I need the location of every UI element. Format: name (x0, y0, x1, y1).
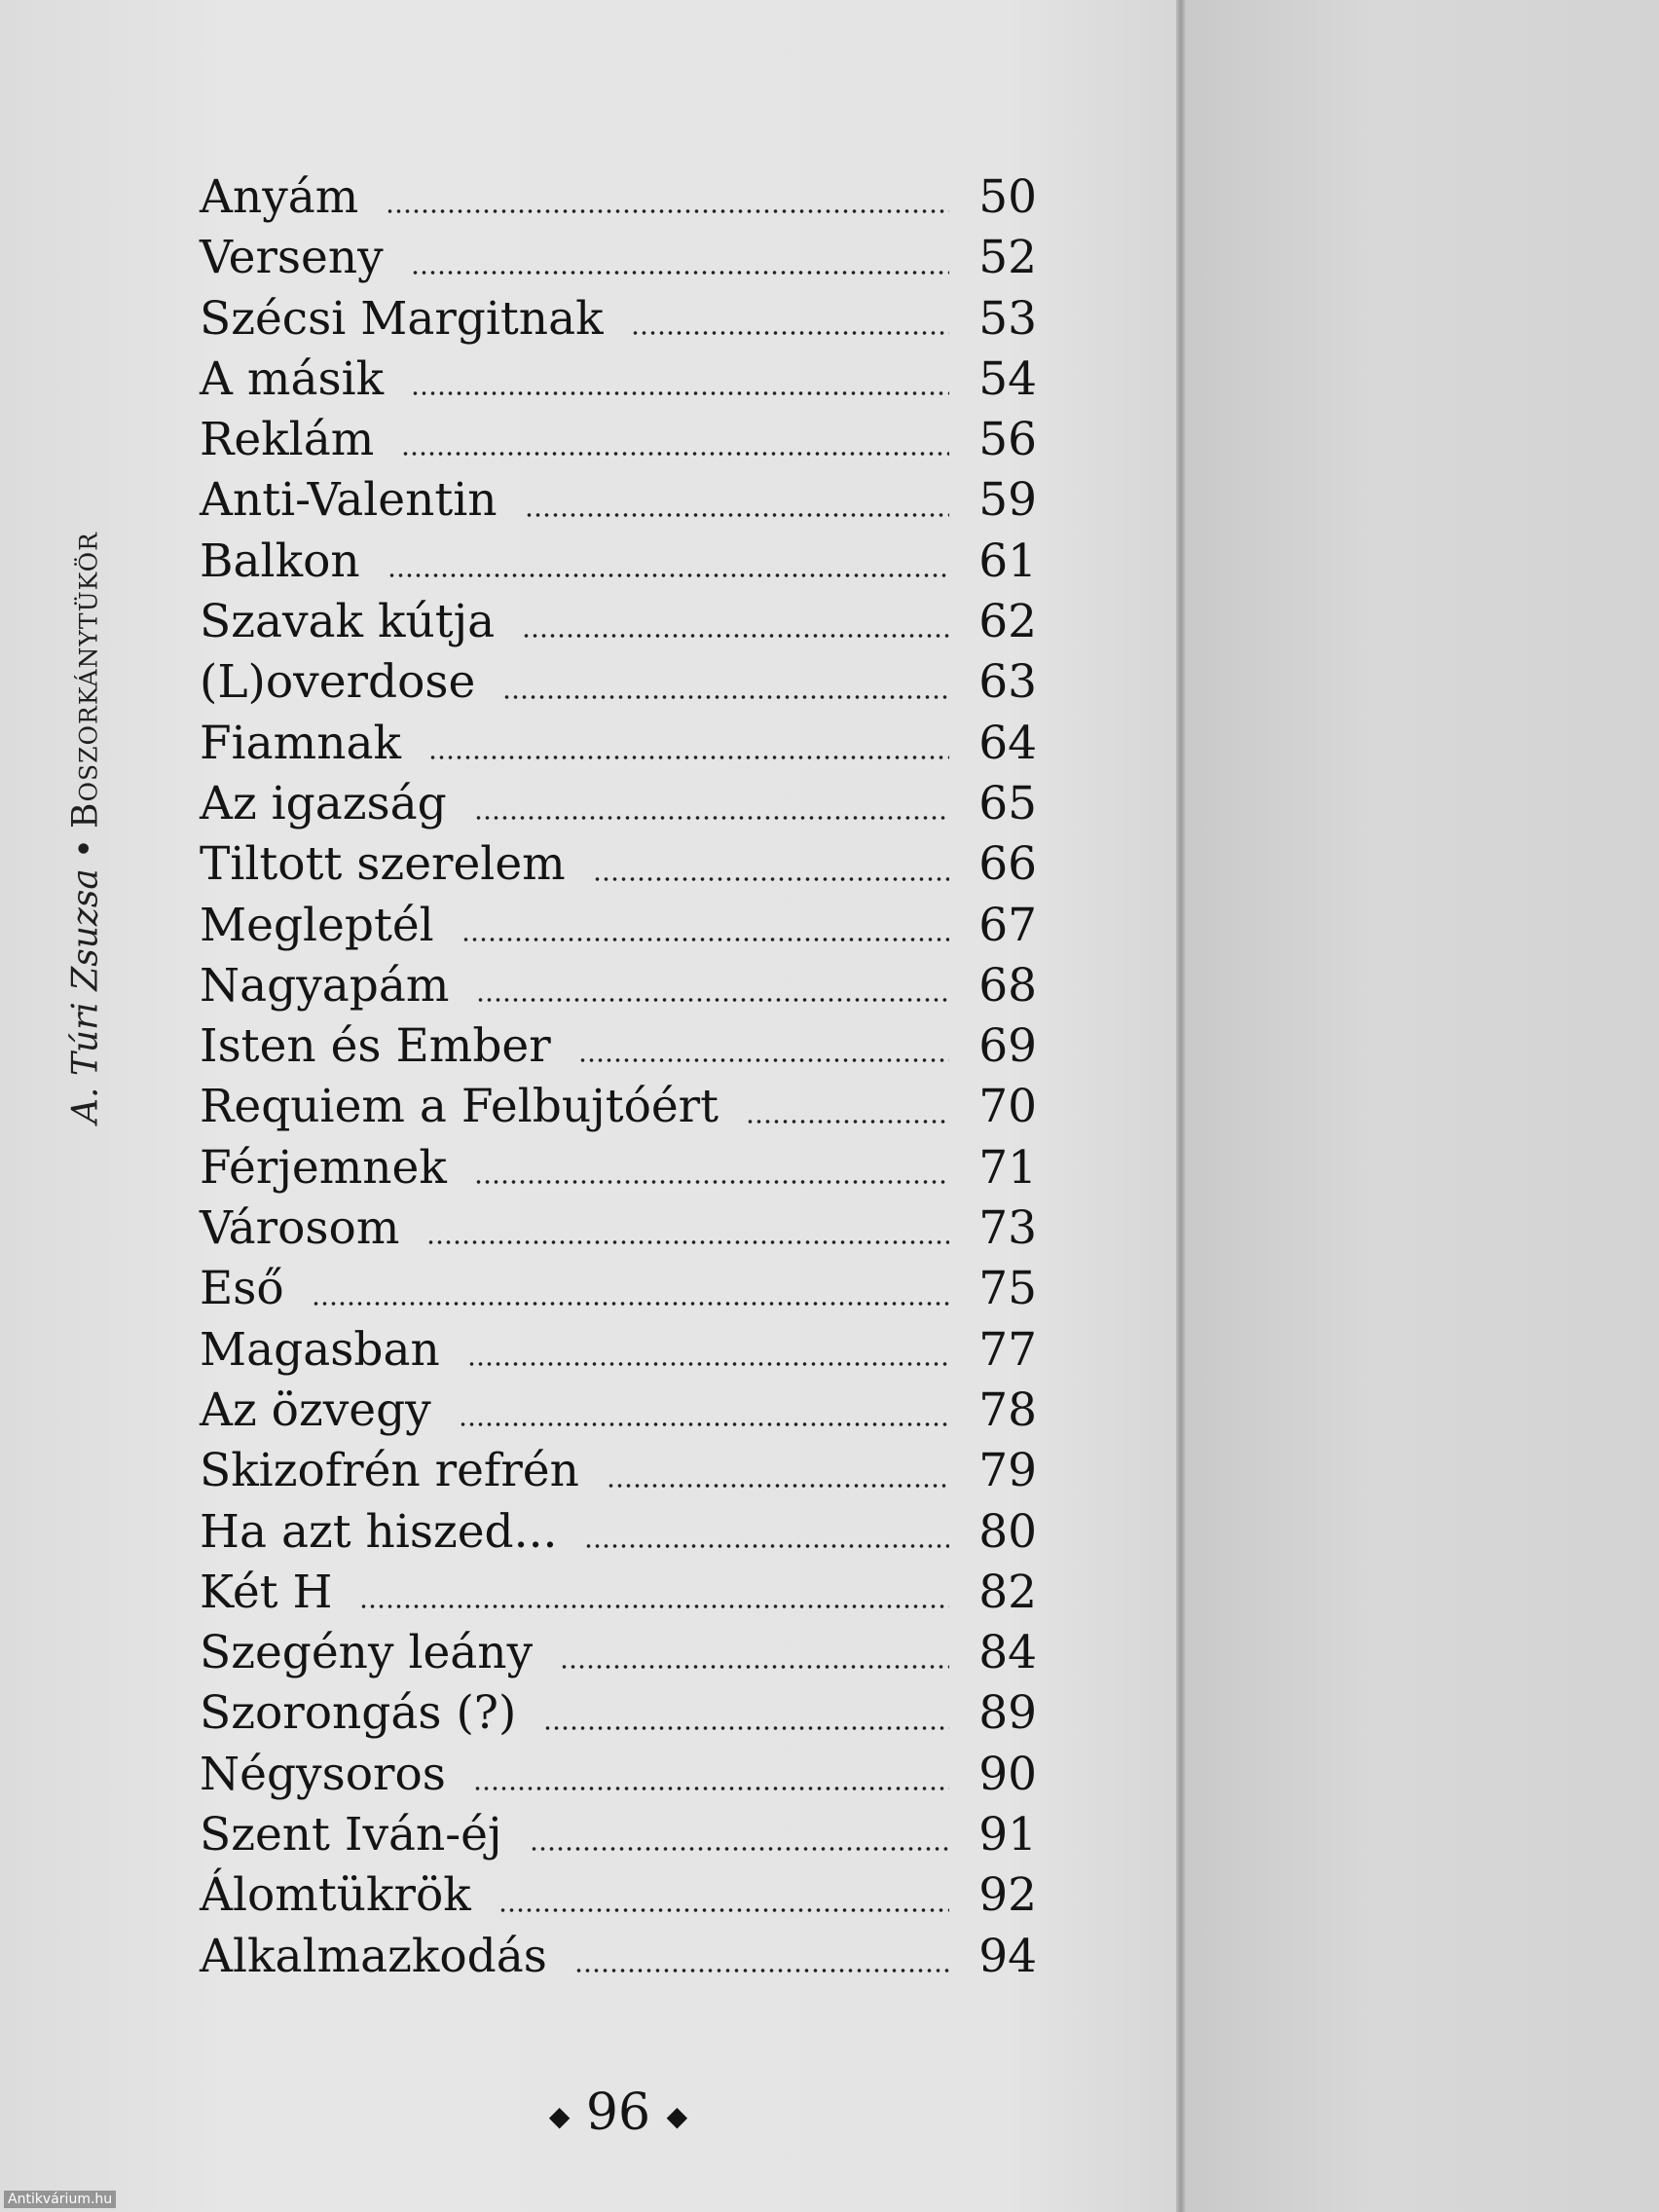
folio-number: 96 (585, 2083, 651, 2142)
toc-page-number: 56 (978, 413, 1037, 467)
toc-title: Isten és Ember (200, 1019, 551, 1074)
toc-dot-leader (522, 632, 949, 640)
toc-title: Két H (200, 1565, 333, 1619)
toc-dot-leader (578, 1056, 949, 1064)
table-of-contents (200, 170, 1037, 1990)
toc-dot-leader (473, 1785, 949, 1792)
toc-entry (200, 170, 1037, 231)
toc-entry (200, 473, 1037, 534)
toc-dot-leader (525, 511, 949, 519)
toc-entry (200, 717, 1037, 777)
toc-entry (200, 1868, 1037, 1929)
toc-title: Fiamnak (200, 716, 402, 770)
toc-page-number: 91 (978, 1808, 1037, 1862)
toc-dot-leader (498, 1906, 949, 1914)
toc-title: Megleptél (200, 898, 434, 952)
toc-dot-leader (530, 1845, 949, 1853)
toc-title: Nagyapám (200, 958, 450, 1013)
toc-title: Az özvegy (200, 1382, 431, 1437)
toc-entry (200, 1686, 1037, 1747)
toc-page-number: 69 (978, 1019, 1037, 1074)
watermark: Antikvárium.hu (4, 2191, 116, 2208)
toc-entry (200, 1505, 1037, 1566)
toc-title: Szent Iván-éj (200, 1808, 502, 1862)
header-series: Boszorkánytükör (65, 532, 106, 829)
toc-title: Ha azt hiszed... (200, 1504, 558, 1559)
toc-entry (200, 1141, 1037, 1201)
toc-page-number: 52 (978, 231, 1037, 285)
toc-dot-leader (474, 814, 949, 822)
facing-page (1186, 0, 1659, 2212)
toc-page-number: 53 (978, 291, 1037, 346)
toc-dot-leader (574, 1967, 949, 1974)
toc-page-number: 64 (978, 716, 1037, 770)
toc-dot-leader (607, 1482, 949, 1490)
toc-entry (200, 352, 1037, 413)
folio-ornament-right: ◆ (666, 2100, 688, 2132)
toc-title: Alkalmazkodás (200, 1929, 547, 1983)
toc-entry (200, 777, 1037, 837)
toc-entry (200, 1748, 1037, 1808)
toc-entry (200, 1201, 1037, 1262)
toc-page-number: 65 (978, 776, 1037, 830)
toc-entry (200, 595, 1037, 655)
toc-page-number: 78 (978, 1382, 1037, 1437)
toc-entry (200, 535, 1037, 595)
toc-title: Szécsi Margitnak (200, 291, 604, 346)
toc-title: (L)overdose (200, 655, 476, 710)
toc-dot-leader (461, 936, 949, 943)
toc-page-number: 66 (978, 837, 1037, 892)
toc-entry (200, 1930, 1037, 1990)
toc-dot-leader (459, 1420, 949, 1428)
toc-page-number: 50 (978, 170, 1037, 224)
toc-title: Requiem a Felbujtóért (200, 1080, 719, 1134)
toc-dot-leader (584, 1542, 949, 1550)
toc-page-number: 75 (978, 1262, 1037, 1316)
page-edge (1176, 0, 1186, 2212)
toc-title: Anyám (200, 170, 359, 224)
toc-dot-leader (386, 207, 949, 215)
header-author: A. Túri Zsuzsa (65, 868, 106, 1124)
toc-page-number: 62 (978, 595, 1037, 649)
toc-title: Balkon (200, 534, 360, 588)
toc-entry (200, 1323, 1037, 1383)
toc-page-number: 77 (978, 1322, 1037, 1377)
toc-title: Szorongás (?) (200, 1686, 517, 1741)
toc-dot-leader (411, 389, 949, 397)
toc-title: Szavak kútja (200, 595, 496, 649)
toc-page-number: 94 (978, 1929, 1037, 1983)
toc-title: Skizofrén refrén (200, 1444, 579, 1498)
toc-title: Anti-Valentin (200, 473, 498, 528)
toc-dot-leader (411, 269, 949, 276)
toc-title: Reklám (200, 413, 375, 467)
toc-entry (200, 231, 1037, 291)
toc-entry (200, 1444, 1037, 1504)
toc-page-number: 67 (978, 898, 1037, 952)
toc-page-number: 68 (978, 958, 1037, 1013)
toc-dot-leader (560, 1663, 949, 1671)
toc-page-number: 84 (978, 1626, 1037, 1680)
toc-page-number: 80 (978, 1504, 1037, 1559)
toc-title: Eső (200, 1262, 284, 1316)
toc-page-number: 92 (978, 1868, 1037, 1923)
toc-entry (200, 1019, 1037, 1080)
toc-dot-leader (428, 754, 949, 761)
toc-page-number: 61 (978, 534, 1037, 588)
toc-entry (200, 1262, 1037, 1322)
toc-title: Tiltott szerelem (200, 837, 566, 892)
toc-dot-leader (467, 1360, 949, 1368)
toc-title: Szegény leány (200, 1626, 534, 1680)
toc-dot-leader (474, 1178, 949, 1186)
toc-title: A másik (200, 351, 385, 406)
toc-dot-leader (502, 693, 949, 701)
toc-page-number: 90 (978, 1747, 1037, 1801)
toc-title: Magasban (200, 1322, 440, 1377)
toc-title: Álomtükrök (200, 1868, 471, 1923)
toc-dot-leader (476, 996, 949, 1004)
toc-page-number: 54 (978, 351, 1037, 406)
header-separator: • (65, 837, 106, 860)
page-number (0, 2083, 1236, 2142)
toc-entry (200, 292, 1037, 352)
toc-dot-leader (387, 571, 949, 579)
toc-title: Férjemnek (200, 1140, 447, 1195)
toc-page-number: 70 (978, 1080, 1037, 1134)
toc-page-number: 71 (978, 1140, 1037, 1195)
toc-entry (200, 1383, 1037, 1444)
toc-page-number: 89 (978, 1686, 1037, 1741)
toc-title: Négysoros (200, 1747, 446, 1801)
toc-entry (200, 837, 1037, 898)
folio-ornament-left: ◆ (548, 2100, 571, 2132)
toc-page-number: 82 (978, 1565, 1037, 1619)
toc-entry (200, 1626, 1037, 1686)
toc-dot-leader (359, 1603, 949, 1610)
toc-page-number: 59 (978, 473, 1037, 528)
toc-entry (200, 1080, 1037, 1140)
toc-dot-leader (312, 1300, 949, 1308)
toc-page-number: 79 (978, 1444, 1037, 1498)
toc-title: Városom (200, 1201, 400, 1256)
toc-entry (200, 655, 1037, 716)
toc-dot-leader (746, 1118, 949, 1125)
toc-page-number: 63 (978, 655, 1037, 710)
toc-entry (200, 959, 1037, 1019)
toc-entry (200, 1808, 1037, 1868)
toc-dot-leader (543, 1724, 949, 1732)
toc-entry (200, 413, 1037, 473)
toc-entry (200, 899, 1037, 959)
toc-entry (200, 1566, 1037, 1626)
toc-page-number: 73 (978, 1201, 1037, 1256)
toc-title: Verseny (200, 231, 384, 285)
toc-title: Az igazság (200, 776, 447, 830)
toc-dot-leader (593, 875, 949, 883)
running-header (66, 532, 106, 1124)
toc-dot-leader (401, 450, 949, 458)
toc-dot-leader (631, 329, 949, 337)
toc-dot-leader (426, 1238, 949, 1246)
